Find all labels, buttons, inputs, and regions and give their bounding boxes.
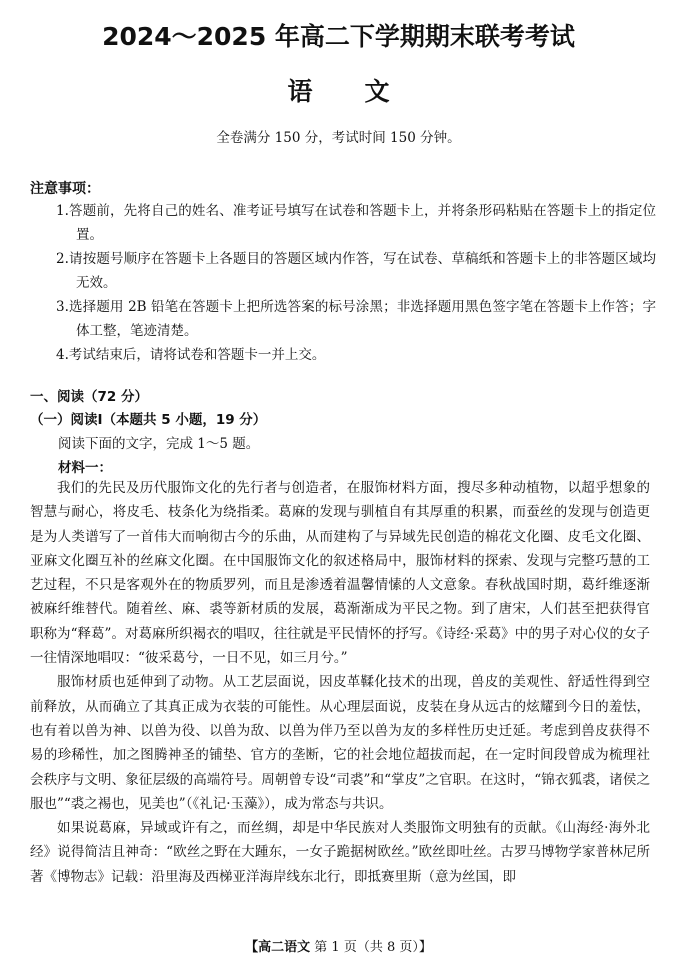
notice-list	[56, 199, 656, 367]
reading-passage	[30, 476, 650, 889]
notice-item: 1.答题前，先将自己的姓名、准考证号填写在试卷和答题卡上，并将条形码粘贴在答题卡上的指定位置。	[56, 203, 656, 243]
material-label: 材料一：	[58, 460, 112, 476]
passage-paragraph: 我们的先民及历代服饰文化的先行者与创造者，在服饰材料方面，搜尽多种动植物，以超乎想象的智慧与耐心，将皮毛、枝条化为绕指柔。葛麻的发现与驯植自有其厚重的积累，而蚕丝的发现与创造更是为人类谱写了一首伟大而响彻古今的乐曲，从而建构了与异域先民创造的棉花文化圈、皮毛文化圈、亚麻文化圈互补的丝麻文化圈。在中国服饰文化的叙述格局中，服饰材料的探索、发现与完整巧慧的工艺过程，不只是客观外在的物质罗列，而且是渗透着温馨情愫的人文意象。春秋战国时期，葛纤维逐渐被麻纤维替代。随着丝、麻、裘等新材质的发展，葛渐渐成为平民之物。到了唐宋，人们甚至把获得官职称为“释葛”。对葛麻所织褐衣的唱叹，往往就是平民情怀的抒写。《诗经·采葛》中的男子对心仪的女子一往情深地唱叹：“彼采葛兮，一日不见，如三月兮。”	[30, 480, 650, 667]
page-footer	[0, 936, 677, 955]
notice-item: 2.请按题号顺序在答题卡上各题目的答题区域内作答，写在试卷、草稿纸和答题卡上的非答题区域均无效。	[56, 251, 656, 291]
footer-subject: 【高二语文	[245, 940, 311, 955]
exam-title: 2024～2025 年高二下学期期末联考考试	[102, 22, 575, 51]
notice-item: 4.考试结束后，请将试卷和答题卡一并上交。	[56, 347, 326, 363]
notice-item: 3.选择题用 2B 铅笔在答题卡上把所选答案的标号涂黑；非选择题用黑色签字笔在答题卡上作答；字体工整，笔迹清楚。	[56, 299, 656, 339]
section-heading: 一、阅读（72 分）	[30, 389, 148, 405]
passage-paragraph: 服饰材质也延伸到了动物。从工艺层面说，因皮革鞣化技术的出现，兽皮的美观性、舒适性得到空前释放，从而确立了其真正成为衣装的可能性。从心理层面说，皮装在身从远古的炫耀到今日的羞怯，也有着以兽为神、以兽为役、以兽为敌、以兽为伴乃至以兽为友的多样性历史迁延。考虑到兽皮获得不易的珍稀性，加之图腾神圣的铺垫、官方的垄断，它的社会地位超拔而起，在一定时间段曾成为梳理社会秩序与文明、象征层级的高端符号。周朝曾专设“司裘”和“掌皮”之官职。在这时，“锦衣狐裘，诸侯之服也”“裘之裼也，见美也”（《礼记·玉藻》），成为常态与共识。	[30, 674, 650, 812]
subsection-heading: （一）阅读Ⅰ（本题共 5 小题，19 分）	[30, 412, 267, 428]
subject-title: 语文	[287, 77, 442, 106]
footer-page-info: 第 1 页（共 8 页）】	[314, 940, 432, 955]
passage-paragraph: 如果说葛麻，异域或许有之，而丝绸，却是中华民族对人类服饰文明独有的贡献。《山海经·海外北经》说得简洁且神奇：“欧丝之野在大踵东，一女子跪据树欧丝。”欧丝即吐丝。古罗马博物学家普林尼所著《博物志》记载：沿里海及西梯亚洋海岸线东北行，即抵赛里斯（意为丝国，即	[30, 820, 650, 885]
notice-heading: 注意事项：	[30, 181, 100, 197]
reading-instruction: 阅读下面的文字，完成 1～5 题。	[58, 436, 260, 452]
exam-info: 全卷满分 150 分，考试时间 150 分钟。	[216, 130, 461, 146]
